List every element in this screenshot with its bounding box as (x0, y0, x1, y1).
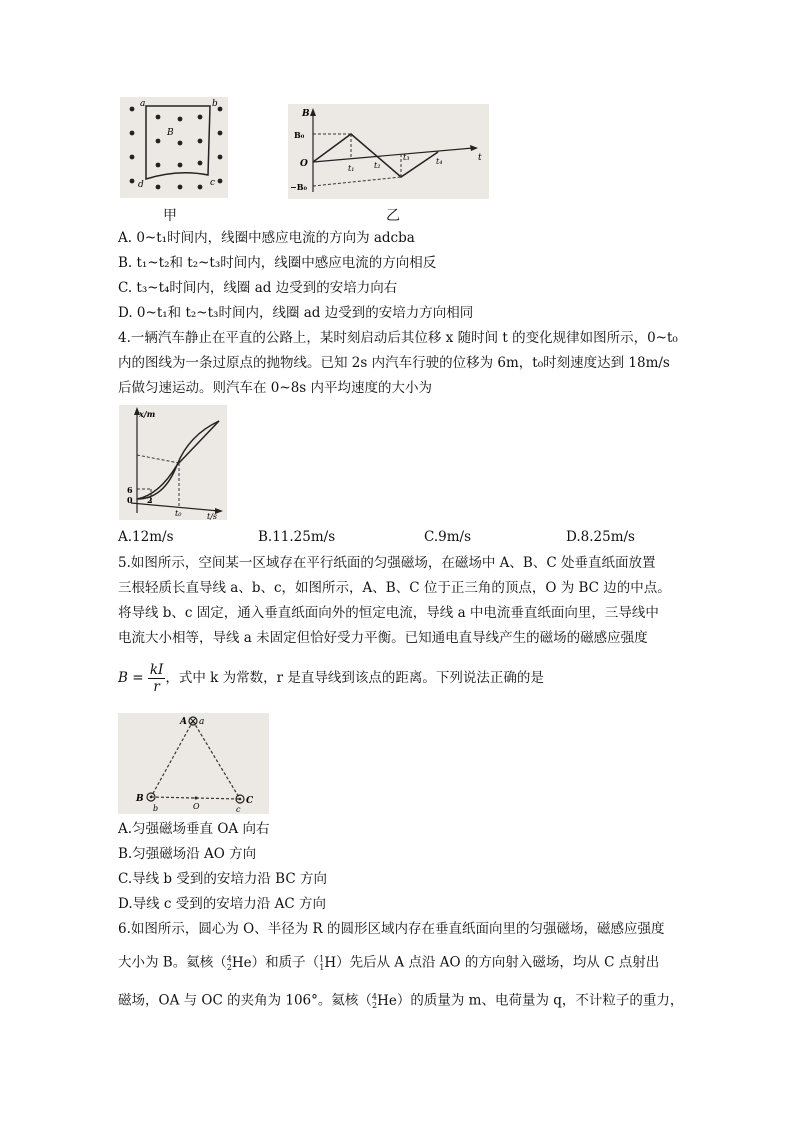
svg-text:6: 6 (127, 485, 133, 495)
formula-denominator: r (153, 679, 160, 695)
q6-line-2 (118, 950, 659, 977)
figure-yi-drawing (288, 104, 489, 199)
svg-text:0: 0 (127, 495, 133, 505)
svg-text:t/s: t/s (207, 512, 218, 520)
svg-text:B: B (167, 128, 174, 138)
q6-line2-part-a: 大小为 B。氦核（ (118, 954, 227, 971)
figure-q4-drawing (119, 405, 227, 520)
figure-jia-caption: 甲 (163, 208, 177, 224)
q5-option-b: B.匀强磁场沿 AO 方向 (118, 846, 257, 862)
q6-line3-part-a: 磁场，OA 与 OC 的夹角为 106°。氦核（ (118, 992, 372, 1009)
svg-text:b: b (212, 99, 218, 109)
svg-text:x/m: x/m (139, 409, 156, 419)
q4-option-d: D.8.25m/s (566, 529, 635, 545)
figure-jia (120, 97, 228, 198)
formula-lhs: B = (118, 670, 144, 686)
q5-option-d: D.导线 c 受到的安培力沿 AC 方向 (118, 896, 326, 912)
helium-nuclide-2: $^4_2$He (371, 992, 397, 1011)
svg-text:t₀: t₀ (175, 509, 182, 518)
q5-line-2: 三根轻质长直导线 a、b、c，如图所示，A、B、C 位于正三角的顶点，O 为 BC 边的中点。 (118, 580, 671, 596)
q3-option-d: D. 0~t₁和 t₂~t₃时间内，线圈 ad 边受到的安培力方向相同 (118, 305, 474, 321)
svg-text:B₀: B₀ (294, 130, 305, 140)
q5-option-c: C.导线 b 受到的安培力沿 BC 方向 (118, 871, 327, 887)
proton-nuclide: $^1_1$H (319, 954, 337, 973)
helium-nuclide: $^4_2$He (226, 954, 252, 973)
svg-text:A: A (180, 717, 187, 727)
svg-text:d: d (138, 180, 144, 190)
q4-option-c: C.9m/s (424, 529, 472, 545)
formula-fraction (148, 662, 166, 695)
formula-tail: ，式中 k 为常数，r 是直导线到该点的距离。下列说法正确的是 (165, 670, 544, 686)
svg-text:B: B (302, 109, 310, 119)
svg-text:t₁: t₁ (348, 164, 355, 173)
q6-line2-part-c: ）先后从 A 点沿 AO 的方向射入磁场，均从 C 点射出 (336, 954, 660, 971)
svg-text:c: c (210, 178, 216, 188)
svg-text:a: a (140, 99, 146, 109)
q4-line-1: 4.一辆汽车静止在平直的公路上，某时刻启动后其位移 x 随时间 t 的变化规律如图所示，0~t₀ (118, 330, 678, 346)
q5-line-1: 5.如图所示，空间某一区域存在平行纸面的匀强磁场，在磁场中 A、B、C 处垂直纸面放置 (118, 555, 656, 571)
svg-text:a: a (199, 717, 205, 727)
figure-yi (288, 104, 489, 199)
svg-text:c: c (236, 805, 241, 814)
svg-text:O: O (300, 159, 308, 169)
q3-option-c: C. t₃~t₄时间内，线圈 ad 边受到的安培力向右 (118, 280, 398, 296)
formula-numerator: kI (149, 662, 164, 678)
q3-option-a: A. 0~t₁时间内，线圈中感应电流的方向为 adcba (118, 230, 415, 246)
svg-text:O: O (193, 802, 200, 811)
svg-text:t₄: t₄ (436, 157, 443, 166)
q5-line-4: 电流大小相等，导线 a 未固定但恰好受力平衡。已知通电直导线产生的磁场的磁感应强度 (118, 630, 648, 646)
figure-jia-drawing (120, 97, 228, 198)
svg-text:B: B (136, 794, 144, 804)
q6-line-1: 6.如图所示，圆心为 O、半径为 R 的圆形区域内存在垂直纸面向里的匀强磁场，磁感应强度 (118, 921, 665, 937)
svg-text:t₂: t₂ (374, 161, 381, 170)
q4-option-b: B.11.25m/s (258, 529, 336, 545)
svg-text:b: b (153, 804, 159, 813)
svg-text:C: C (246, 796, 254, 806)
figure-yi-caption: 乙 (386, 208, 400, 224)
q3-option-b: B. t₁~t₂和 t₂~t₃时间内，线圈中感应电流的方向相反 (118, 255, 437, 271)
q4-option-a: A.12m/s (118, 529, 174, 545)
q4-line-2: 内的图线为一条过原点的抛物线。已知 2s 内汽车行驶的位移为 6m，t₀时刻速度达到 18m/s (118, 355, 670, 371)
q5-line-3: 将导线 b、c 固定，通入垂直纸面向外的恒定电流，导线 a 中电流垂直纸面向里，三导线中 (118, 605, 659, 621)
q6-line3-part-b: ）的质量为 m、电荷量为 q，不计粒子的重力， (396, 992, 684, 1009)
figure-q5-drawing (118, 713, 269, 814)
q5-option-a: A.匀强磁场垂直 OA 向右 (118, 821, 270, 837)
svg-text:t: t (478, 153, 482, 163)
q6-line-3 (118, 988, 683, 1015)
svg-text:2: 2 (147, 495, 153, 505)
figure-q5-triangle (118, 713, 269, 814)
figure-q4-graph (119, 405, 227, 520)
q5-formula-line (118, 660, 544, 696)
svg-text:t₃: t₃ (403, 153, 410, 162)
q6-line2-part-b: ）和质子（ (251, 954, 320, 971)
q4-line-3: 后做匀速运动。则汽车在 0~8s 内平均速度的大小为 (118, 380, 432, 396)
svg-text:−B₀: −B₀ (290, 182, 307, 192)
